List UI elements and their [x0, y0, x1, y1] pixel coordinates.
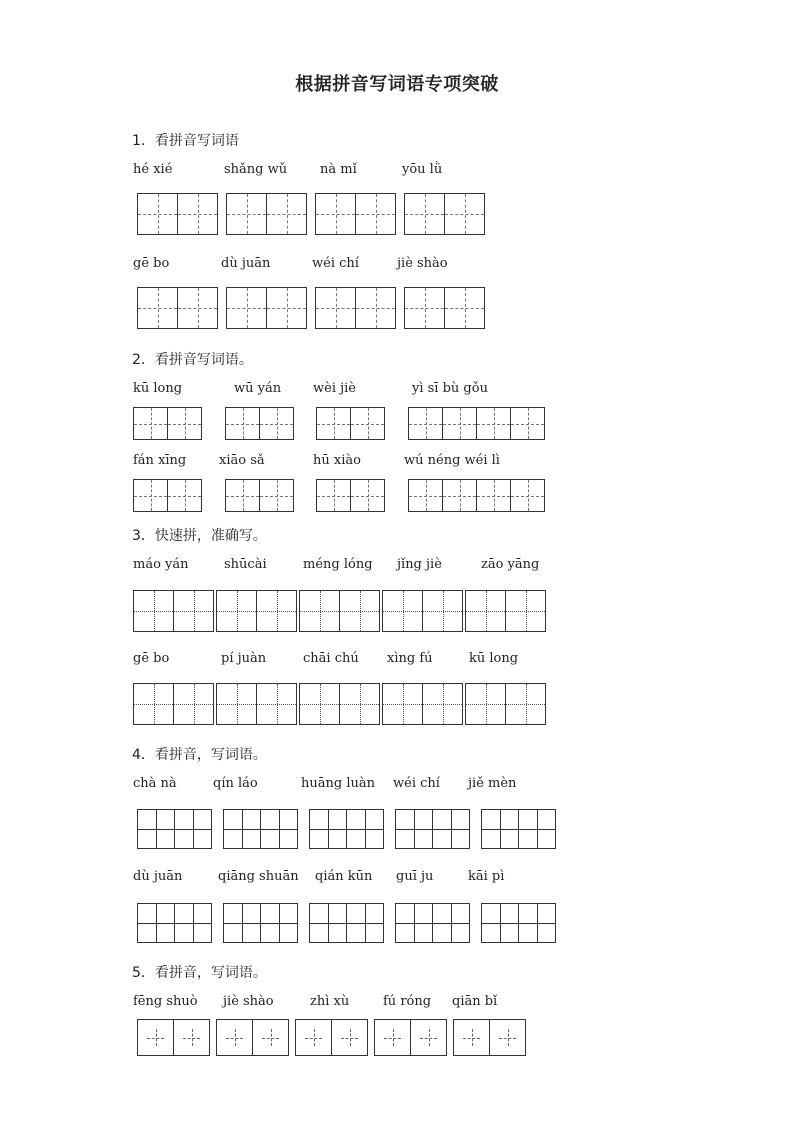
character-cell[interactable] — [137, 287, 178, 329]
pinyin-label: shūcài — [224, 557, 267, 572]
character-cell[interactable] — [133, 683, 174, 725]
pinyin-label: chà nà — [133, 776, 177, 791]
character-cell[interactable] — [355, 287, 396, 329]
character-cell[interactable] — [339, 683, 380, 725]
character-cell[interactable] — [173, 1019, 210, 1056]
pinyin-label: hū xiào — [313, 453, 361, 468]
character-cell[interactable] — [476, 407, 511, 440]
character-cell[interactable] — [518, 903, 556, 943]
writing-box-group — [315, 193, 396, 235]
pinyin-label: wéi chí — [312, 256, 359, 271]
character-cell[interactable] — [256, 590, 297, 632]
writing-box-group — [225, 479, 294, 512]
writing-box-group — [225, 407, 294, 440]
character-cell[interactable] — [355, 193, 396, 235]
character-cell[interactable] — [174, 809, 212, 849]
character-cell[interactable] — [404, 287, 445, 329]
pinyin-label: fán xīng — [133, 453, 187, 468]
character-cell[interactable] — [266, 193, 307, 235]
character-cell[interactable] — [518, 809, 556, 849]
writing-box-group — [133, 479, 202, 512]
pinyin-label: yì sī bù gǒu — [412, 381, 488, 396]
pinyin-label: qián kūn — [315, 869, 373, 884]
character-cell[interactable] — [137, 903, 175, 943]
writing-box-group — [374, 1019, 447, 1056]
character-cell[interactable] — [252, 1019, 289, 1056]
character-cell[interactable] — [266, 287, 307, 329]
question-heading: 3．快速拼，准确写。 — [132, 528, 267, 544]
pinyin-label: gē bo — [133, 651, 170, 666]
writing-box-group — [137, 1019, 210, 1056]
pinyin-label: wéi chí — [393, 776, 440, 791]
writing-box-group — [137, 903, 212, 943]
character-cell[interactable] — [408, 407, 443, 440]
writing-box-group — [223, 809, 298, 849]
writing-box-group — [295, 1019, 368, 1056]
pinyin-label: gē bo — [133, 256, 170, 271]
question-heading: 1．看拼音写词语 — [132, 133, 239, 149]
writing-box-group — [133, 590, 214, 632]
character-cell[interactable] — [346, 903, 384, 943]
writing-box-group — [226, 193, 307, 235]
pinyin-label: jiě mèn — [468, 776, 517, 791]
writing-box-group — [408, 479, 545, 512]
character-cell[interactable] — [137, 1019, 174, 1056]
writing-box-group — [316, 407, 385, 440]
writing-box-group — [465, 590, 546, 632]
pinyin-label: wū yán — [234, 381, 282, 396]
writing-box-group — [299, 590, 380, 632]
character-cell[interactable] — [137, 809, 175, 849]
character-cell[interactable] — [137, 193, 178, 235]
character-cell[interactable] — [216, 1019, 253, 1056]
character-cell[interactable] — [510, 479, 545, 512]
pinyin-label: qiān bǐ — [452, 994, 498, 1009]
writing-box-group — [216, 1019, 289, 1056]
character-cell[interactable] — [259, 407, 294, 440]
character-cell[interactable] — [505, 683, 546, 725]
character-cell[interactable] — [331, 1019, 368, 1056]
pinyin-label: nà mǐ — [320, 162, 357, 177]
pinyin-label: xiāo sǎ — [219, 453, 265, 468]
question-heading: 4．看拼音，写词语。 — [132, 747, 267, 763]
character-cell[interactable] — [422, 590, 463, 632]
pinyin-label: dù juān — [221, 256, 271, 271]
character-cell[interactable] — [133, 479, 168, 512]
character-cell[interactable] — [299, 683, 340, 725]
character-cell[interactable] — [442, 407, 477, 440]
writing-box-group — [133, 683, 214, 725]
character-cell[interactable] — [226, 193, 267, 235]
character-cell[interactable] — [316, 407, 351, 440]
page-title: 根据拼音写词语专项突破 — [295, 74, 499, 95]
character-cell[interactable] — [177, 287, 218, 329]
pinyin-label: méng lóng — [303, 557, 373, 572]
character-cell[interactable] — [173, 683, 214, 725]
pinyin-label: zhì xù — [310, 994, 350, 1009]
pinyin-label: huāng luàn — [301, 776, 375, 791]
pinyin-label: máo yán — [133, 557, 189, 572]
pinyin-label: zāo yāng — [481, 557, 540, 572]
character-cell[interactable] — [382, 590, 423, 632]
character-cell[interactable] — [339, 590, 380, 632]
character-cell[interactable] — [465, 590, 506, 632]
writing-box-group — [316, 479, 385, 512]
pinyin-label: pí juàn — [221, 651, 267, 666]
writing-box-group — [299, 683, 380, 725]
pinyin-label: wèi jiè — [313, 381, 356, 396]
writing-box-group — [382, 683, 463, 725]
character-cell[interactable] — [133, 590, 174, 632]
character-cell[interactable] — [315, 287, 356, 329]
writing-box-group — [137, 287, 218, 329]
character-cell[interactable] — [404, 193, 445, 235]
character-cell[interactable] — [309, 903, 347, 943]
writing-box-group — [216, 683, 297, 725]
question-heading: 2．看拼音写词语。 — [132, 352, 253, 368]
character-cell[interactable] — [395, 903, 433, 943]
character-cell[interactable] — [481, 903, 519, 943]
pinyin-label: kū long — [469, 651, 519, 666]
pinyin-label: chāi chú — [303, 651, 359, 666]
pinyin-label: shǎng wǔ — [224, 162, 288, 177]
pinyin-label: xìng fú — [387, 651, 433, 666]
character-cell[interactable] — [410, 1019, 447, 1056]
character-cell[interactable] — [350, 407, 385, 440]
pinyin-label: fú róng — [383, 994, 432, 1009]
writing-box-group — [395, 809, 470, 849]
character-cell[interactable] — [489, 1019, 526, 1056]
writing-box-group — [481, 903, 556, 943]
pinyin-label: kū long — [133, 381, 183, 396]
pinyin-label: dù juān — [133, 869, 183, 884]
character-cell[interactable] — [226, 287, 267, 329]
pinyin-label: jiè shào — [223, 994, 274, 1009]
character-cell[interactable] — [225, 407, 260, 440]
writing-box-group — [404, 287, 485, 329]
character-cell[interactable] — [395, 809, 433, 849]
pinyin-label: wú néng wéi lì — [404, 453, 500, 468]
character-cell[interactable] — [422, 683, 463, 725]
character-cell[interactable] — [432, 809, 470, 849]
writing-box-group — [226, 287, 307, 329]
character-cell[interactable] — [481, 809, 519, 849]
pinyin-label: fēng shuò — [133, 994, 198, 1009]
character-cell[interactable] — [465, 683, 506, 725]
character-cell[interactable] — [260, 903, 298, 943]
writing-box-group — [133, 407, 202, 440]
character-cell[interactable] — [350, 479, 385, 512]
pinyin-label: kāi pì — [468, 869, 505, 884]
writing-box-group — [408, 407, 545, 440]
character-cell[interactable] — [432, 903, 470, 943]
character-cell[interactable] — [309, 809, 347, 849]
writing-box-group — [216, 590, 297, 632]
character-cell[interactable] — [259, 479, 294, 512]
character-cell[interactable] — [505, 590, 546, 632]
character-cell[interactable] — [225, 479, 260, 512]
character-cell[interactable] — [173, 590, 214, 632]
writing-box-group — [223, 903, 298, 943]
character-cell[interactable] — [299, 590, 340, 632]
pinyin-label: jǐng jiè — [397, 557, 442, 572]
character-cell[interactable] — [260, 809, 298, 849]
character-cell[interactable] — [133, 407, 168, 440]
pinyin-label: qín láo — [213, 776, 258, 791]
character-cell[interactable] — [174, 903, 212, 943]
writing-box-group — [137, 193, 218, 235]
character-cell[interactable] — [346, 809, 384, 849]
writing-box-group — [465, 683, 546, 725]
character-cell[interactable] — [476, 479, 511, 512]
character-cell[interactable] — [223, 903, 261, 943]
question-heading: 5．看拼音，写词语。 — [132, 965, 267, 981]
writing-box-group — [404, 193, 485, 235]
writing-box-group — [309, 809, 384, 849]
character-cell[interactable] — [167, 479, 202, 512]
character-cell[interactable] — [223, 809, 261, 849]
character-cell[interactable] — [374, 1019, 411, 1056]
writing-box-group — [453, 1019, 526, 1056]
character-cell[interactable] — [167, 407, 202, 440]
character-cell[interactable] — [382, 683, 423, 725]
character-cell[interactable] — [216, 683, 257, 725]
pinyin-label: guī ju — [396, 869, 434, 884]
writing-box-group — [481, 809, 556, 849]
character-cell[interactable] — [295, 1019, 332, 1056]
character-cell[interactable] — [316, 479, 351, 512]
character-cell[interactable] — [444, 287, 485, 329]
character-cell[interactable] — [256, 683, 297, 725]
character-cell[interactable] — [442, 479, 477, 512]
character-cell[interactable] — [216, 590, 257, 632]
character-cell[interactable] — [444, 193, 485, 235]
pinyin-label: yōu lǜ — [402, 162, 443, 177]
writing-box-group — [315, 287, 396, 329]
writing-box-group — [309, 903, 384, 943]
pinyin-label: jiè shào — [397, 256, 448, 271]
character-cell[interactable] — [315, 193, 356, 235]
writing-box-group — [137, 809, 212, 849]
character-cell[interactable] — [453, 1019, 490, 1056]
writing-box-group — [395, 903, 470, 943]
character-cell[interactable] — [510, 407, 545, 440]
pinyin-label: qiāng shuān — [218, 869, 299, 884]
writing-box-group — [382, 590, 463, 632]
character-cell[interactable] — [408, 479, 443, 512]
pinyin-label: hé xié — [133, 162, 173, 177]
character-cell[interactable] — [177, 193, 218, 235]
